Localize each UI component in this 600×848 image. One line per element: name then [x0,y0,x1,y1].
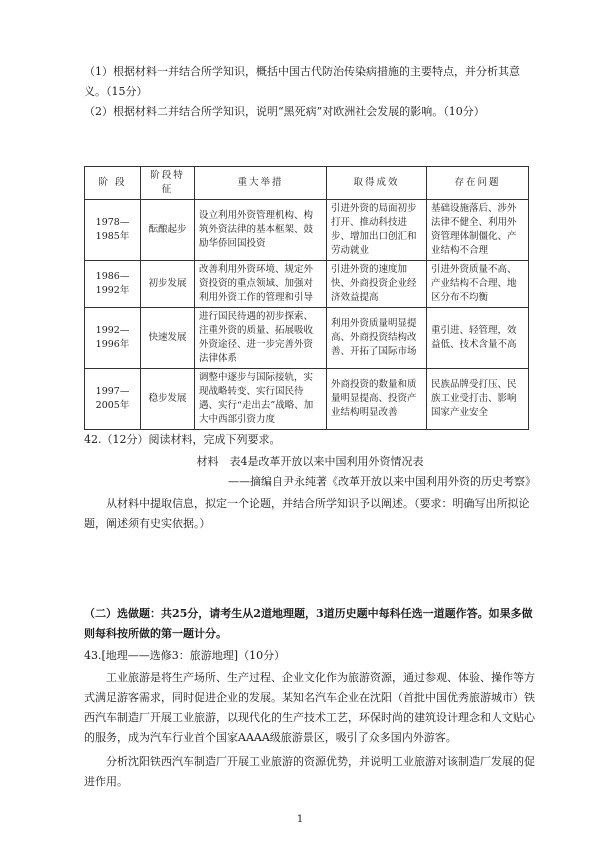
q42-task: 从材料中提取信息，拟定一个论题，并结合所学知识予以阐述。（要求：明确写出所拟论题，阐述须有史实依据。） [84,497,530,530]
cell-measures: 改善利用外资环境、规定外资投资的重点领域、加强对利用外资工作的管理和引导 [195,261,327,308]
cell-feature: 稳步发展 [141,369,195,430]
table-row [85,200,529,261]
q42-source: ——摘编自尹永纯著《改革开放以来中国利用外资的历史考察》 [228,475,536,488]
cell-period: 1992—1996年 [85,308,141,369]
table-header-row [85,167,529,200]
header-results: 取得成效 [327,167,427,200]
cell-problems: 民族品牌受打压、民族工业受打击、影响国家产业安全 [427,369,529,430]
q43-heading: 43.[地理——选修3：旅游地理]（10分） [84,649,286,662]
cell-measures: 进行国民待遇的初步探索、注重外资的质量、拓展吸收外资途径、进一步完善外资法律体系 [195,308,327,369]
table-row [85,261,529,308]
cell-results: 引进外资的速度加快、外商投资企业经济效益提高 [327,261,427,308]
header-problems: 存在问题 [427,167,529,200]
q42-heading: 42.（12分）阅读材料，完成下列要求。 [84,433,281,446]
table-row [85,308,529,369]
cell-feature: 快速发展 [141,308,195,369]
cell-period: 1978—1985年 [85,200,141,261]
q42-material: 材料 表4是改革开放以来中国利用外资情况表 [196,455,424,468]
cell-problems: 引进外资质量不高、产业结构不合理、地区分布不均衡 [427,261,529,308]
header-feature: 阶段特征 [141,167,195,200]
cell-problems: 基础设施落后、涉外法律不健全、利用外资管理体制僵化、产业结构不合理 [427,200,529,261]
cell-results: 引进外资的局面初步打开、推动科技进步、增加出口创汇和劳动就业 [327,200,427,261]
cell-results: 外商投资的数量和质量明显提高、投资产业结构明显改善 [327,369,427,430]
cell-measures: 调整中逐步与国际接轨，实现战略转变、实行国民待遇、实行“走出去”战略、加大中西部引资力度 [195,369,327,430]
cell-period: 1986—1992年 [85,261,141,308]
question-2: （2）根据材料二并结合所学知识，说明“黑死病”对欧洲社会发展的影响。（10分） [84,105,485,118]
cell-feature: 初步发展 [141,261,195,308]
cell-results: 利用外资质量明显提高、外商投资结构改善、开拓了国际市场 [327,308,427,369]
cell-problems: 重引进、轻管理，效益低、技术含量不高 [427,308,529,369]
q43-task: 分析沈阳铁西汽车制造厂开展工业旅游的资源优势，并说明工业旅游对该制造厂发展的促进作用。 [84,755,535,788]
cell-measures: 设立利用外资管理机构、构筑外资法律的基本框架、鼓励华侨回国投资 [195,200,327,261]
foreign-investment-table [84,166,529,430]
elective-heading: （二）选做题：共25分，请考生从2道地理题，3道历史题中每科任选一道题作答。如果多做则每科按所做的第一题计分。 [84,607,533,640]
page-number: 1 [296,814,304,825]
cell-feature: 酝酿起步 [141,200,195,261]
q43-body: 工业旅游是将生产场所、生产过程、企业文化作为旅游资源，通过参观、体验、操作等方式满足游客需求，同时促进企业的发展。某知名汽车企业在沈阳（首批中国优秀旅游城市）铁西汽车制造厂开展工业旅游，以现代化的生产技术工艺，环保时尚的建筑设计理念和人文贴心的服务，成为汽车行业首个国家AAAA级旅游景区，吸引了众多国内外游客。 [84,671,535,744]
cell-period: 1997—2005年 [85,369,141,430]
header-period: 阶 段 [85,167,141,200]
table-row [85,369,529,430]
header-measures: 重大举措 [195,167,327,200]
question-1: （1）根据材料一并结合所学知识，概括中国古代防治传染病措施的主要特点，并分析其意义。（15分） [84,65,520,98]
